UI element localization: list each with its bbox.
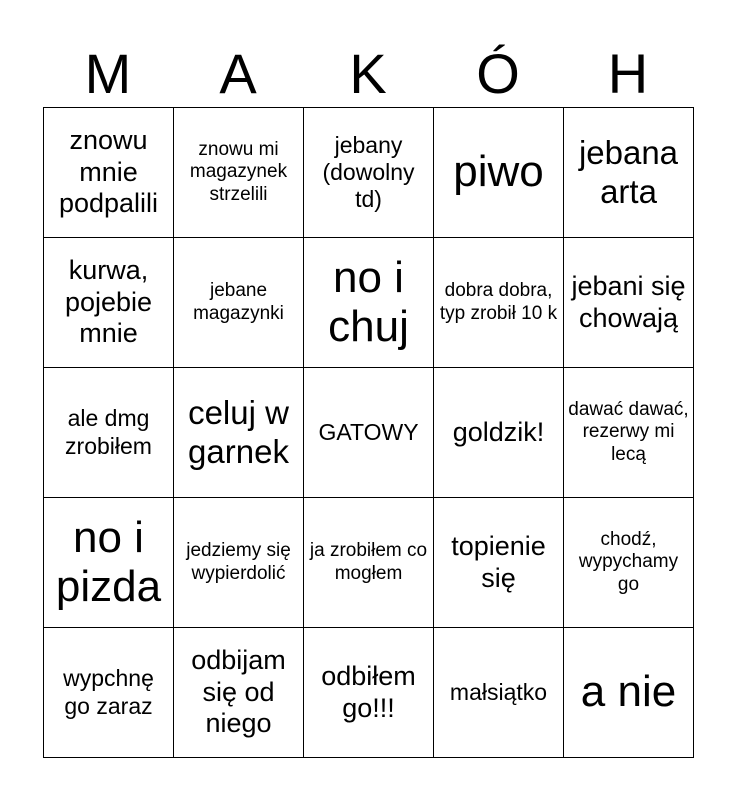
bingo-cell[interactable]: znowu mnie podpalili — [44, 108, 174, 238]
bingo-cell[interactable]: GATOWY — [304, 368, 434, 498]
bingo-cell[interactable]: ja zrobiłem co mogłem — [304, 498, 434, 628]
bingo-cell[interactable]: jebany (dowolny td) — [304, 108, 434, 238]
header-letter-h: H — [607, 42, 649, 105]
bingo-cell[interactable]: jedziemy się wypierdolić — [174, 498, 304, 628]
bingo-cell[interactable]: piwo — [434, 108, 564, 238]
bingo-cell[interactable]: odbiłem go!!! — [304, 628, 434, 758]
bingo-cell[interactable]: jebane magazynki — [174, 238, 304, 368]
bingo-cell[interactable]: odbijam się od niego — [174, 628, 304, 758]
bingo-cell[interactable]: goldzik! — [434, 368, 564, 498]
header-letter-m: M — [84, 42, 132, 105]
bingo-cell[interactable]: małsiątko — [434, 628, 564, 758]
bingo-cell[interactable]: jebana arta — [564, 108, 694, 238]
bingo-cell[interactable]: dobra dobra, typ zrobił 10 k — [434, 238, 564, 368]
bingo-cell[interactable]: celuj w garnek — [174, 368, 304, 498]
bingo-cell[interactable]: topienie się — [434, 498, 564, 628]
header-letter-a: A — [219, 42, 257, 105]
bingo-cell[interactable]: no i chuj — [304, 238, 434, 368]
bingo-cell[interactable]: znowu mi magazynek strzelili — [174, 108, 304, 238]
bingo-cell[interactable]: ale dmg zrobiłem — [44, 368, 174, 498]
bingo-cell[interactable]: no i pizda — [44, 498, 174, 628]
bingo-cell[interactable]: chodź, wypychamy go — [564, 498, 694, 628]
bingo-header — [43, 40, 693, 108]
bingo-cell[interactable]: kurwa, pojebie mnie — [44, 238, 174, 368]
header-letter-o: Ó — [476, 42, 520, 105]
bingo-cell[interactable]: a nie — [564, 628, 694, 758]
bingo-cell[interactable]: jebani się chowają — [564, 238, 694, 368]
bingo-grid — [43, 107, 694, 758]
header-letter-k: K — [349, 42, 387, 105]
bingo-cell[interactable]: wypchnę go zaraz — [44, 628, 174, 758]
bingo-cell[interactable]: dawać dawać, rezerwy mi lecą — [564, 368, 694, 498]
